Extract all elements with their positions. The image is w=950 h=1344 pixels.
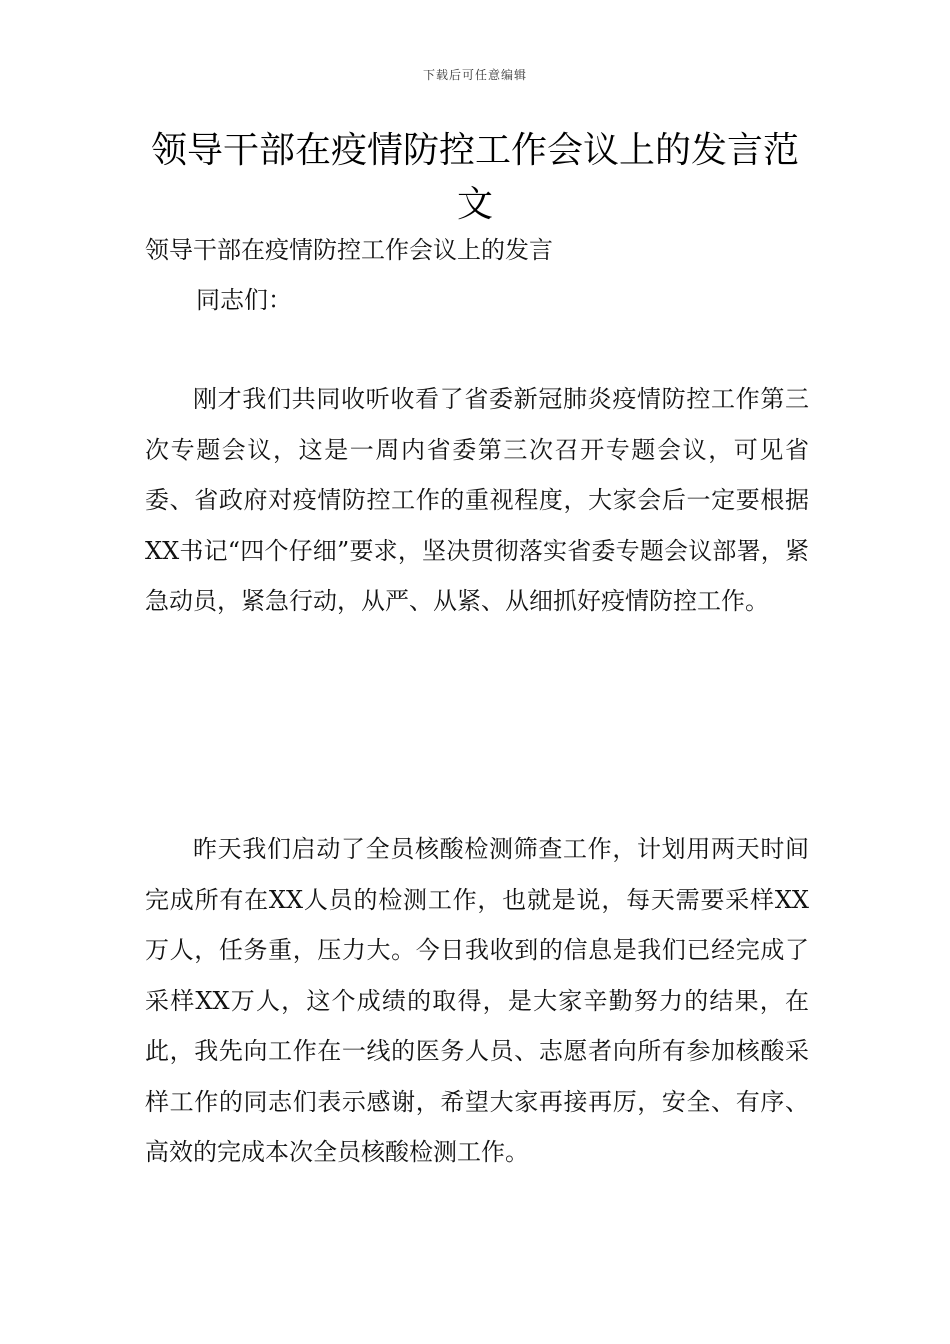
document-title: 领导干部在疫情防控工作会议上的发言范文 — [150, 130, 799, 225]
body-paragraph-1: 刚才我们共同收听收看了省委新冠肺炎疫情防控工作第三次专题会议，这是一周内省委第三次召开专题会议，可见省委、省政府对疫情防控工作的重视程度，大家会后一定要根据XX书记“四个仔细”要求，坚决贯彻落实省委专题会议部署，紧急动员，紧急行动，从严、从紧、从细抓好疫情防控工作。 — [145, 385, 809, 615]
document-subtitle: 领导干部在疫情防控工作会议上的发言 — [145, 236, 553, 264]
salutation: 同志们： — [196, 286, 292, 314]
body-paragraph-2: 昨天我们启动了全员核酸检测筛查工作，计划用两天时间完成所有在XX人员的检测工作，也就是说，每天需要采样XX万人，任务重，压力大。今日我收到的信息是我们已经完成了采样XX万人，这个成绩的取得，是大家辛勤努力的结果，在此，我先向工作在一线的医务人员、志愿者向所有参加核酸采样工作的同志们表示感谢，希望大家再接再厉，安全、有序、高效的完成本次全员核酸检测工作。 — [145, 835, 809, 1166]
header-note: 下载后可任意编辑 — [422, 68, 527, 82]
